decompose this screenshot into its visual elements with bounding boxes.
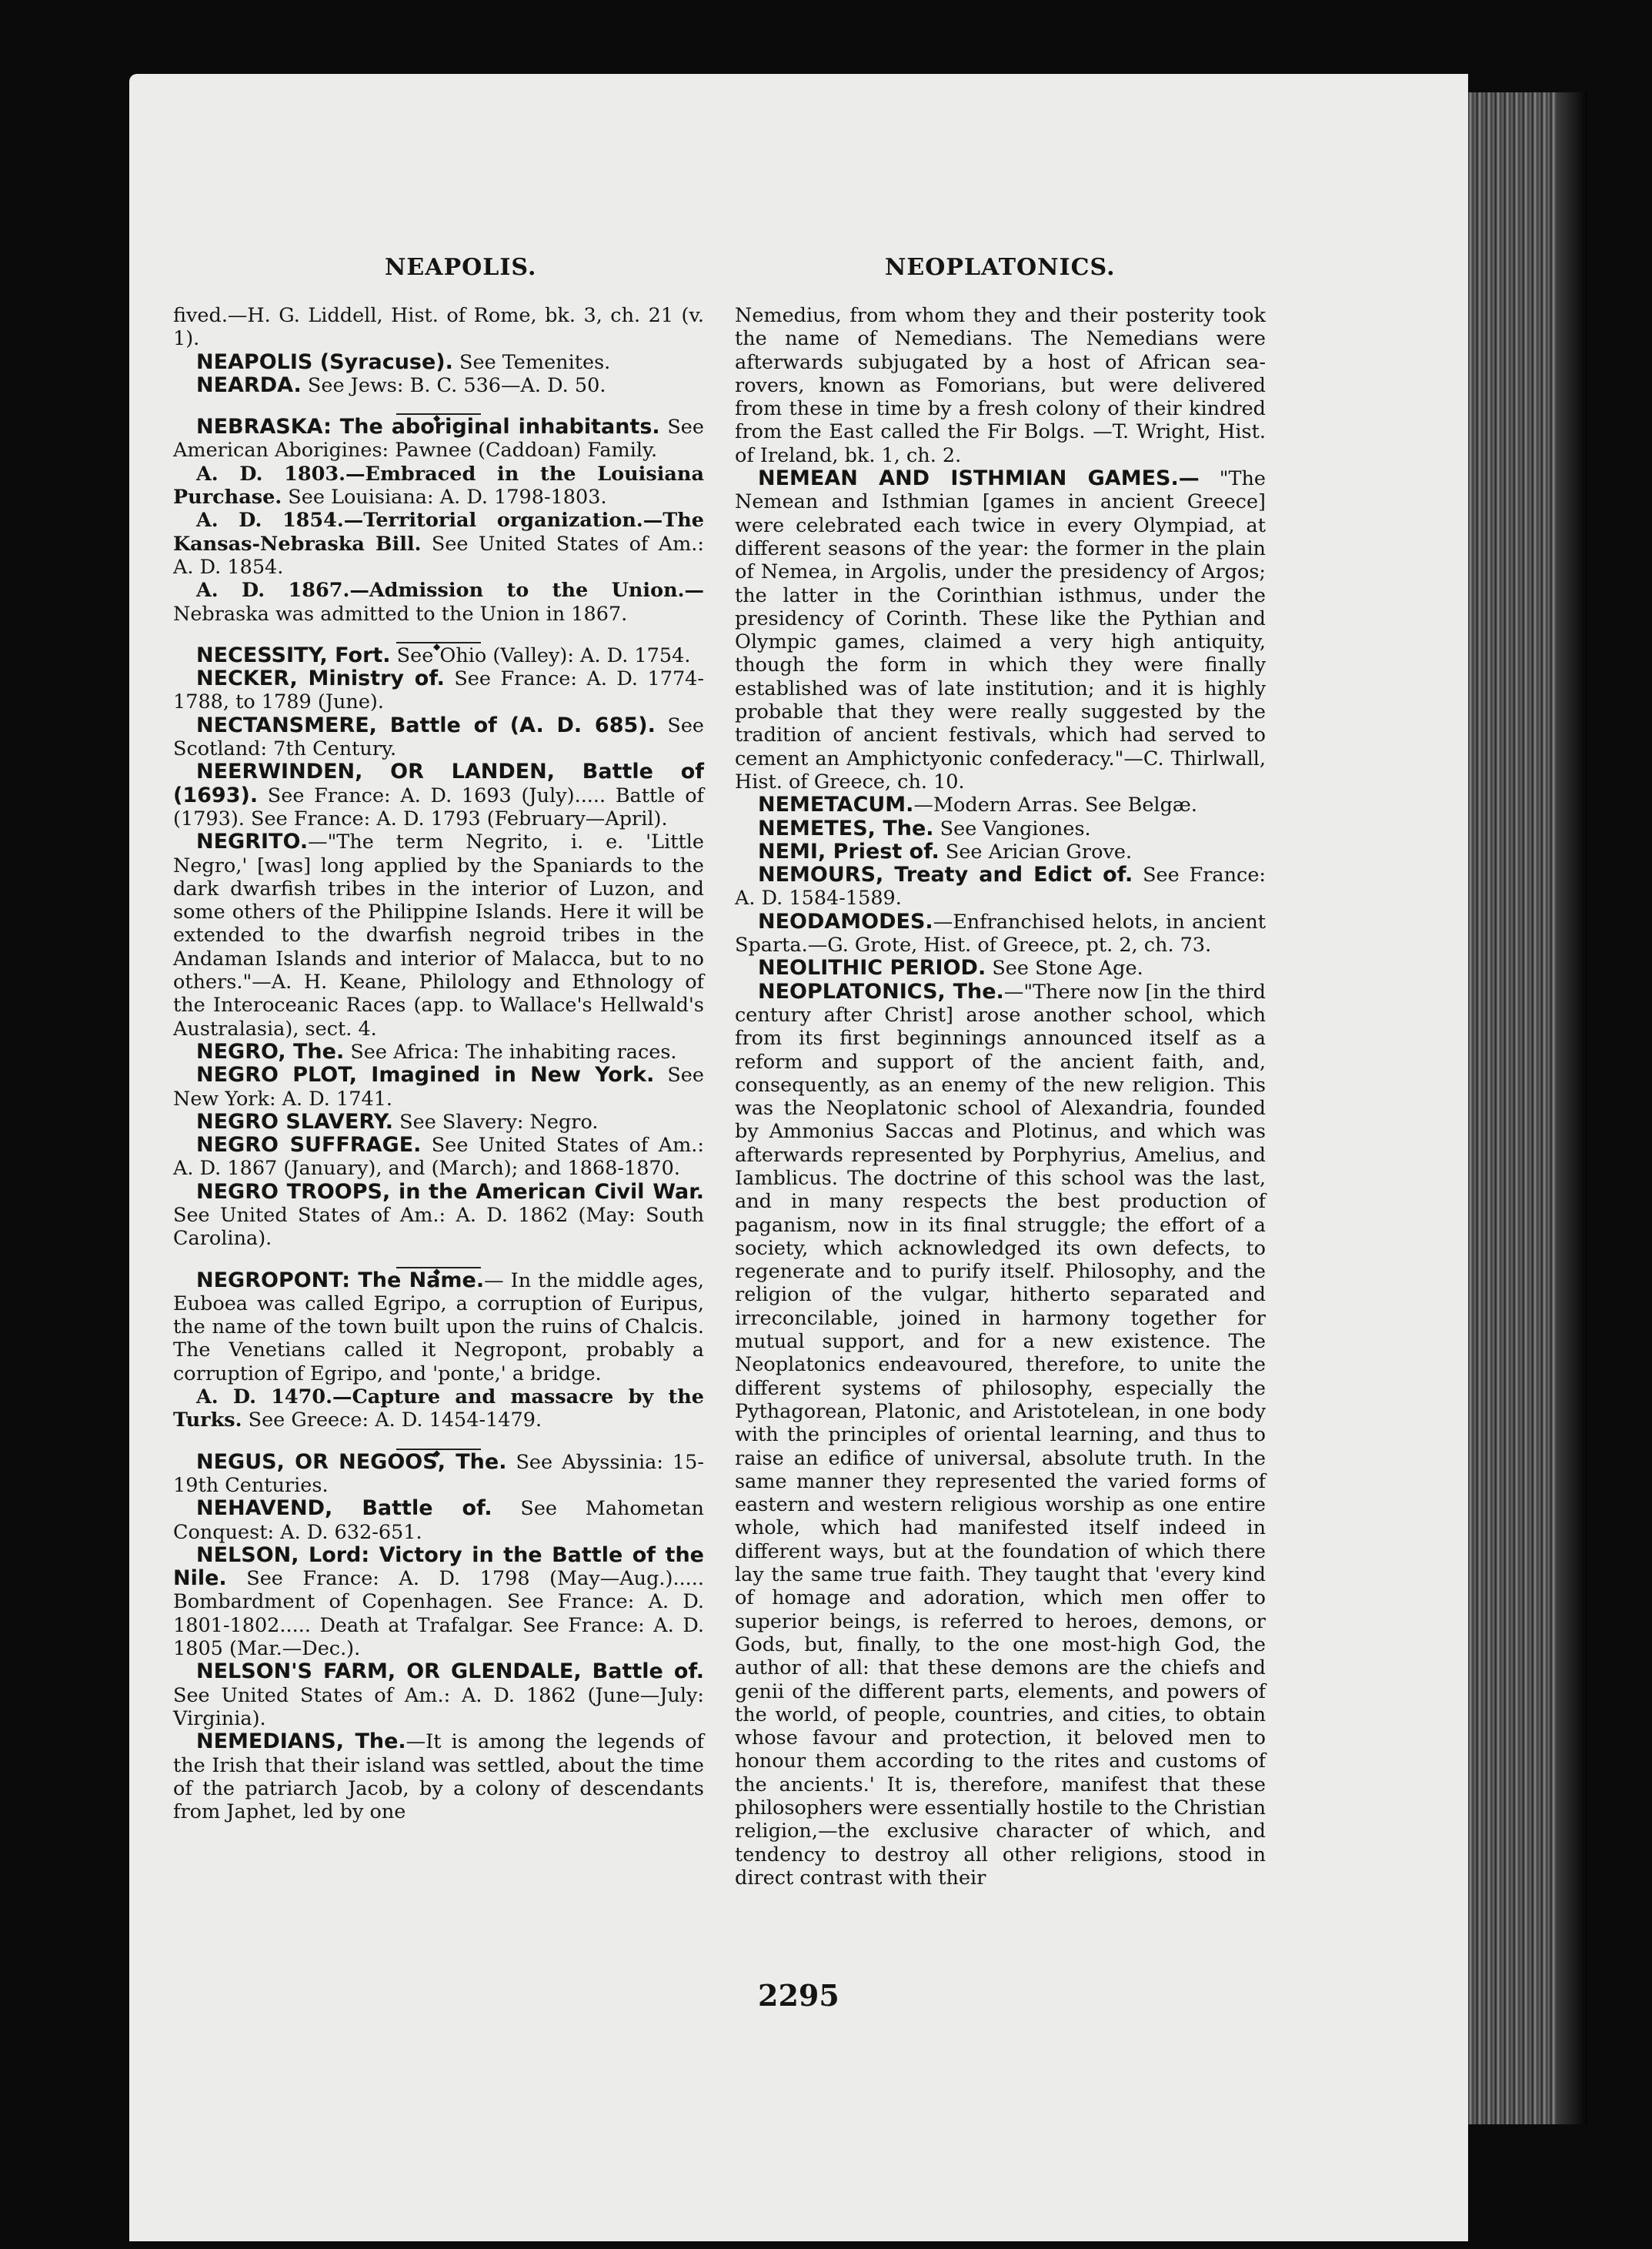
entry-text: See Ohio (Valley): A. D. 1754. (390, 643, 691, 667)
entry-text: See France: A. D. 1584-1589. (735, 864, 1266, 911)
entry-headword: NEBRASKA: The aboriginal inhabitants. (196, 415, 660, 439)
entry-headword: NEMETACUM. (758, 793, 914, 817)
dictionary-entry (173, 830, 704, 1041)
entry-text: —"The term Negrito, i. e. 'Little Negro,' [was] long applied by the Spaniards to the dark dwarfish tribes in the interior of Luzon, and some others of the Philippine Islands. Here it will be extended to the dwarfish negroid tribes in the Andaman Islands and interior of Malacca, but to no others."—A. H. Keane, Philology and Ethnology of the Interoceanic Races (app. to Wallace's Hellwald's Australasia), sect. 4. (173, 830, 704, 1041)
dictionary-entry (735, 911, 1266, 957)
continued-text (173, 304, 704, 351)
entry-text: See Temenites. (452, 350, 611, 374)
sub-entry (173, 1385, 704, 1432)
entry-text: Nemedius, from whom they and their posterity took the name of Nemedians. The Nemedians were afterwards subjugated by a host of African sea-rovers, known as Fomorians, but were delivered from these in time by a fresh colony of their kindred from the East called the Fir Bolgs. —T. Wright, Hist. of Ireland, bk. 1, ch. 2. (735, 304, 1266, 467)
entry-text: See France: A. D. 1693 (July)..... Battle of (1793). See France: A. D. 1793 (February—April). (173, 784, 704, 830)
entry-headword: NECESSITY, Fort. (196, 643, 391, 667)
dictionary-entry (735, 981, 1266, 1890)
entry-text: See New York: A. D. 1741. (173, 1064, 704, 1111)
entry-text: See United States of Am.: A. D. 1862 (May: South Carolina). (173, 1203, 704, 1251)
running-head-left: NEAPOLIS. (385, 254, 537, 281)
dictionary-entry (173, 1544, 704, 1660)
entry-separator (173, 1434, 704, 1446)
entry-headword: NEGRO PLOT, Imagined in New York. (196, 1063, 655, 1088)
entry-separator (173, 399, 704, 411)
entry-headword: NEGRO, The. (196, 1039, 345, 1064)
dictionary-entry (173, 374, 704, 397)
entry-text: fived.—H. G. Liddell, Hist. of Rome, bk. 3, ch. 21 (v. 1). (173, 304, 704, 351)
entry-text: See Abyssinia: 15-19th Centuries. (173, 1450, 704, 1497)
dictionary-entry (735, 840, 1266, 864)
entry-headword: NEAPOLIS (Syracuse). (196, 349, 453, 374)
dictionary-entry (173, 667, 704, 714)
dictionary-entry (173, 1730, 704, 1823)
entry-headword: NEGROPONT: The Name. (196, 1268, 485, 1292)
book-spine-shadow (1557, 92, 1587, 2124)
dictionary-entry (173, 714, 704, 761)
entry-text: Nebraska was admitted to the Union in 1867. (173, 602, 628, 626)
left-column (173, 304, 704, 1823)
entry-headword: NEGRO SUFFRAGE. (196, 1133, 422, 1158)
entry-headword: NEGRITO. (196, 830, 309, 854)
entry-headword: NEMEDIANS, The. (196, 1729, 406, 1754)
dictionary-entry (173, 1497, 704, 1544)
dictionary-entry (173, 1111, 704, 1134)
entry-text: See Arician Grove. (939, 840, 1133, 864)
entry-headword: NEHAVEND, Battle of. (196, 1496, 492, 1521)
dictionary-entry (735, 467, 1266, 794)
entry-text: —It is among the legends of the Irish that their island was settled, about the time of the patriarch Jacob, by a colony of descendants from Japhet, led by one (173, 1730, 704, 1824)
dictionary-entry (173, 1660, 704, 1730)
continued-text (735, 304, 1266, 467)
entry-headword: NEMOURS, Treaty and Edict of. (758, 863, 1133, 887)
page-edges (1468, 92, 1557, 2124)
dictionary-entry (735, 864, 1266, 911)
entry-text: See United States of Am.: A. D. 1867 (January), and (March); and 1868-1870. (173, 1134, 704, 1181)
entry-text: "The Nemean and Isthmian [games in ancient Greece] were celebrated each twice in every Olympiad, at different seasons of the year: the former in the plain of Nemea, in Argolis, under the presidency of Argos; the latter in the Corinthian isthmus, under the presidency of Corinth. These like the Pythian and Olympic games, claimed a very high antiquity, though the form in which they were finally established was of late institution; and it is highly probable that they were really suggested by the tradition of ancient festivals, which had served to cement an Amphictyonic confederacy."—C. Thirlwall, Hist. of Greece, ch. 10. (735, 467, 1267, 794)
entry-separator (173, 1252, 704, 1265)
entry-headword: NEMEAN AND ISTHMIAN GAMES.— (758, 466, 1200, 491)
entry-headword: NEGRO SLAVERY. (196, 1109, 394, 1134)
entry-headword: A. D. 1854.—Territorial organization.—The Kansas-Nebraska Bill. (173, 509, 704, 556)
entry-headword: NEMETES, The. (758, 816, 934, 840)
entry-text: See Jews: B. C. 536—A. D. 50. (301, 373, 606, 397)
dictionary-entry (173, 351, 704, 374)
entry-text: See Scotland: 7th Century. (173, 713, 705, 761)
sub-entry (173, 579, 704, 626)
entry-text: See Louisiana: A. D. 1798-1803. (282, 486, 607, 510)
entry-text: See Slavery: Negro. (393, 1110, 599, 1134)
running-head-right: NEOPLATONICS. (885, 254, 1116, 281)
entry-text: — In the middle ages, Euboea was called Egripo, a corruption of Euripus, the name of the town built upon the ruins of Chalcis. The Venetians called it Negropont, probably a corruption of Egripo, and 'ponte,' a bridge. (173, 1268, 704, 1385)
entry-text: —Enfranchised helots, in ancient Sparta.—G. Grote, Hist. of Greece, pt. 2, ch. 73. (735, 910, 1266, 957)
entry-headword: NEOPLATONICS, The. (758, 979, 1004, 1004)
entry-headword: NEMI, Priest of. (758, 839, 939, 864)
entry-text: See Africa: The inhabiting races. (344, 1040, 677, 1064)
entry-headword: NEERWINDEN, OR LANDEN, Battle of (1693). (173, 760, 704, 807)
entry-headword: A. D. 1470.—Capture and massacre by the Turks. (173, 1385, 704, 1432)
entry-text: —"There now [in the third century after Christ] arose another school, which from its first beginnings announced itself as a reform and support of the ancient faith, and, consequently, as an enemy of the new religion. This was the Neoplatonic school of Alexandria, founded by Ammonius Saccas and Plotinus, and which was afterwards represented by Porphyrius, Amelius, and Iamblicus. The doctrine of this school was the last, and in many respects the best production of paganism, now in its final struggle; the effort of a society, which acknowledged its own defects, to regenerate and to purify itself. Philosophy, and the religion of the vulgar, hitherto separated and irreconcilable, joined in harmony together for mutual support, and for a new existence. The Neoplatonics endeavoured, therefore, to unite the different systems of philosophy, especially the Pythagorean, Platonic, and Aristotelean, in one body with the principles of oriental learning, and thus to raise an edifice of universal, absolute truth. In the same manner they represented the varied forms of eastern and western religious worship as one entire whole, which had manifested itself indeed in different ways, but at the foundation of which there lay the same true faith. They taught that 'every kind of homage and adoration, which men offer to superior beings, is referred to heroes, demons, or Gods, but, finally, to the one most-high God, the author of all: that these demons are the chiefs and genii of the different parts, elements, and powers of the world, of people, countries, and cities, to obtain whose favour and protection, it beloved men to honour them according to the rites and customs of the ancients.' It is, therefore, manifest that these philosophers were essentially hostile to the Christian religion,—the exclusive character of which, and tendency to destroy all other religions, stood in direct contrast with their (735, 980, 1266, 1890)
page-number: 2295 (758, 1978, 839, 2013)
dictionary-entry (735, 817, 1266, 840)
dictionary-entry (173, 1134, 704, 1181)
dictionary-entry (173, 760, 704, 830)
sub-entry (173, 463, 704, 510)
entry-headword: NELSON'S FARM, OR GLENDALE, Battle of. (196, 1659, 704, 1684)
dictionary-entry (173, 1064, 704, 1111)
entry-text: See Greece: A. D. 1454-1479. (242, 1409, 542, 1432)
sub-entry (173, 509, 704, 579)
dictionary-entry (735, 794, 1266, 817)
entry-headword: A. D. 1867.—Admission to the Union.— (196, 579, 704, 603)
right-column (735, 304, 1266, 1890)
dictionary-entry (735, 957, 1266, 980)
entry-headword: NELSON, Lord: Victory in the Battle of the Nile. (173, 1542, 704, 1591)
entry-text: —Modern Arras. See Belgæ. (913, 794, 1197, 817)
entry-headword: NEGUS, OR NEGOOS, The. (196, 1449, 507, 1474)
entry-text: See Mahometan Conquest: A. D. 632-651. (173, 1497, 704, 1544)
entry-headword: NEODAMODES. (758, 909, 933, 934)
entry-headword: NECTANSMERE, Battle of (A. D. 685). (196, 713, 656, 737)
entry-text: See France: A. D. 1798 (May—Aug.)..... Bombardment of Copenhagen. See France: A. D. 1801-1802..... Death at Trafalgar. See France: A. D. 1805 (Mar.—Dec.). (173, 1567, 704, 1661)
dictionary-entry (173, 1269, 704, 1385)
entry-text: See Vangiones. (933, 817, 1091, 840)
entry-separator (173, 627, 704, 640)
entry-headword: A. D. 1803.—Embraced in the Louisiana Purchase. (173, 462, 704, 510)
dictionary-entry (173, 1041, 704, 1064)
entry-text: See France: A. D. 1774-1788, to 1789 (June). (173, 667, 705, 714)
entry-text: See American Aborigines: Pawnee (Caddoan) Family. (173, 416, 704, 463)
entry-text: See United States of Am.: A. D. 1854. (173, 532, 704, 579)
entry-headword: NECKER, Ministry of. (196, 667, 445, 691)
entry-text: See United States of Am.: A. D. 1862 (June—July: Virginia). (173, 1683, 704, 1730)
entry-headword: NEOLITHIC PERIOD. (758, 956, 986, 981)
entry-headword: NEARDA. (196, 373, 302, 397)
dictionary-entry (173, 1181, 704, 1251)
entry-headword: NEGRO TROOPS, in the American Civil War. (196, 1179, 704, 1204)
entry-text: See Stone Age. (986, 957, 1143, 981)
